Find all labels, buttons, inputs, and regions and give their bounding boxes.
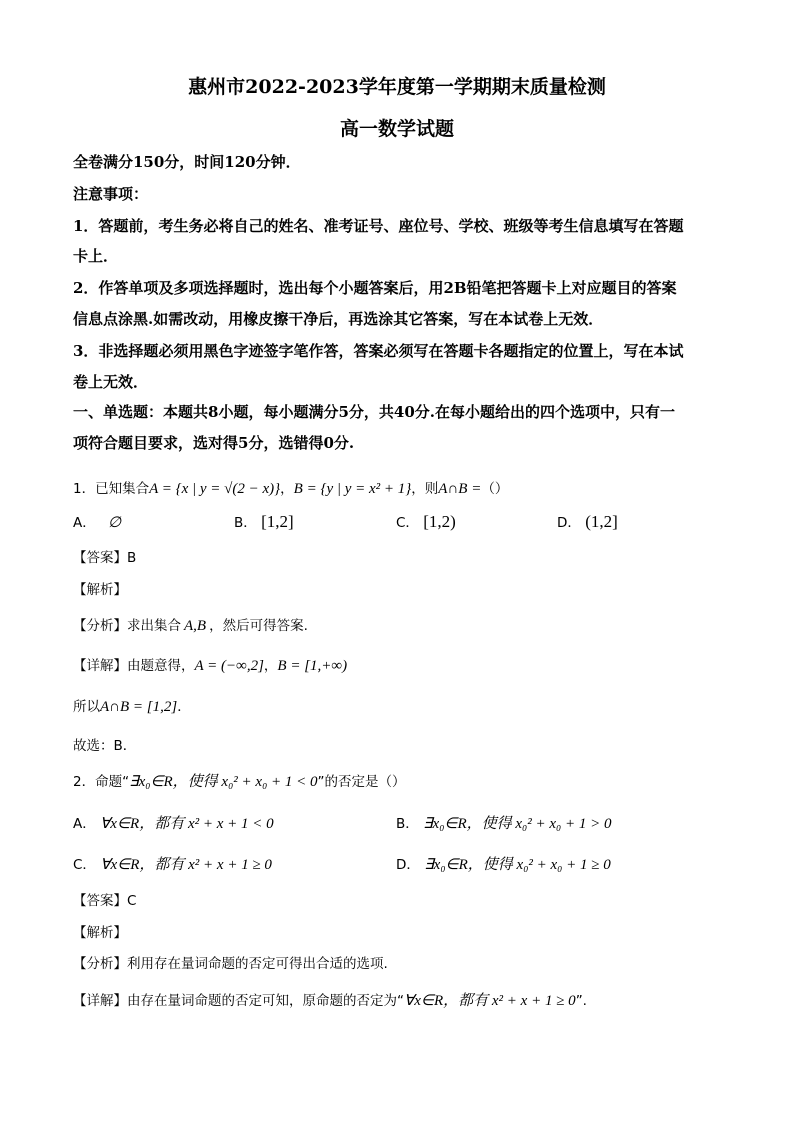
q1-option-d-value: (1,2]	[585, 512, 618, 531]
q1-fenxi	[73, 614, 308, 635]
note3-line1: 3．非选择题必须用黑色字迹签字笔作答，答案必须写在答题卡各题指定的位置上，写在本试	[73, 342, 684, 360]
note1-line2: 卡上．	[73, 247, 119, 265]
q2-answer-tag: 【答案】	[73, 893, 127, 909]
q1-option-d-label: D．	[557, 515, 581, 531]
q2-option-c-label: C．	[73, 857, 96, 873]
q1-so-expr: A∩B = [1,2]	[100, 699, 178, 715]
q1-stem-suffix: ，则	[411, 481, 439, 497]
q1-comma: ，	[280, 481, 294, 497]
q2-option-b-value: ∃x₀∈R，使得 x₀² + x₀ + 1 > 0	[423, 816, 612, 832]
q1-detail-comma: ，	[263, 658, 278, 674]
q2-option-b	[396, 812, 612, 833]
q1-option-a-label: A．	[73, 515, 96, 531]
q1-fenxi-tag: 【分析】	[73, 618, 127, 634]
q2-stem-prefix: 2．命题“	[73, 774, 130, 790]
q1-detail	[73, 654, 347, 675]
q1-detail-b: B = [1,+∞)	[277, 658, 348, 674]
q2-option-c-value: ∀x∈R，都有 x² + x + 1 ≥ 0	[100, 857, 272, 873]
q2-option-c	[73, 853, 272, 874]
q1-answer-tag: 【答案】	[73, 550, 127, 566]
q2-option-d-value: ∃x₀∈R，使得 x₀² + x₀ + 1 ≥ 0	[424, 857, 611, 873]
q1-conclusion	[73, 695, 191, 716]
q1-fenxi-sets: A,B	[184, 618, 207, 634]
q2-fenxi-text: 利用存在量词命题的否定可得出合适的选项.	[127, 956, 388, 972]
q2-option-d-label: D．	[396, 857, 420, 873]
q1-answer-value: B	[127, 550, 137, 566]
q1-choose: 故选：B．	[73, 738, 137, 754]
q2-fenxi	[73, 952, 388, 972]
notes-heading: 注意事项：	[73, 185, 149, 203]
q1-option-c-label: C．	[396, 515, 419, 531]
q1-paren: （）	[481, 481, 509, 497]
q2-detail-tag: 【详解】	[73, 993, 127, 1009]
q1-stem-prefix: 1．已知集合	[73, 481, 150, 497]
q2-option-a-label: A．	[73, 816, 96, 832]
q2-fenxi-tag: 【分析】	[73, 956, 127, 972]
q1-so-end: ．	[177, 699, 191, 715]
q2-answer-value: C	[127, 893, 137, 909]
q1-answer	[73, 546, 136, 566]
page-title: 惠州市2022-2023学年度第一学期期末质量检测	[188, 76, 606, 98]
q1-detail-a: A = (−∞,2]	[194, 658, 264, 674]
q1-set-b: B = {y | y = x² + 1}	[293, 481, 412, 497]
q2-detail-text: 由存在量词命题的否定可知，原命题的否定为“	[127, 993, 404, 1009]
q2-detail-expr: ∀x∈R，都有 x² + x + 1 ≥ 0	[404, 993, 576, 1009]
page-subtitle: 高一数学试题	[339, 118, 454, 140]
q1-option-a	[73, 511, 121, 532]
q1-option-c	[396, 511, 456, 532]
q1-option-c-value: [1,2)	[423, 512, 456, 531]
q2-option-d	[396, 853, 611, 874]
q2-detail-end: ”.	[575, 993, 587, 1009]
section1-line2: 项符合题目要求，选对得5分，选错得0分.	[73, 434, 355, 452]
question-2-stem	[73, 770, 406, 791]
q1-fenxi-text: 求出集合	[127, 618, 181, 634]
q2-option-b-label: B．	[396, 816, 419, 832]
note1-line1: 1．答题前，考生务必将自己的姓名、准考证号、座位号、学校、班级等考生信息填写在答题	[73, 217, 684, 235]
q2-stem-suffix: ”的否定是（）	[317, 774, 406, 790]
section1-line1: 一、单选题：本题共8小题，每小题满分5分，共40分.在每小题给出的四个选项中，只有一	[73, 403, 675, 421]
q1-intersection: A∩B =	[438, 481, 482, 497]
q2-stem-expr: ∃x₀∈R，使得 x₀² + x₀ + 1 < 0	[129, 774, 318, 790]
question-1-stem	[73, 477, 508, 498]
q1-option-b-value: [1,2]	[261, 512, 294, 531]
q1-detail-tag: 【详解】	[73, 658, 127, 674]
q1-fenxi-end: ，然后可得答案.	[209, 618, 308, 634]
q2-answer	[73, 889, 136, 909]
note2-line1: 2．作答单项及多项选择题时，选出每个小题答案后，用2B铅笔把答题卡上对应题目的答案	[73, 279, 677, 297]
q1-analysis-tag: 【解析】	[73, 582, 127, 598]
q2-detail	[73, 989, 587, 1010]
q1-option-b	[234, 511, 294, 532]
q1-option-d	[557, 511, 618, 532]
q1-set-a: A = {x | y = √(2 − x)}	[149, 481, 281, 497]
q1-option-b-label: B．	[234, 515, 257, 531]
q1-detail-text: 由题意得，	[127, 658, 195, 674]
q2-analysis-tag: 【解析】	[73, 925, 127, 941]
q1-option-a-value: ∅	[108, 515, 122, 531]
score-time-text: 全卷满分150分，时间120分钟．	[73, 153, 301, 171]
q2-option-a-value: ∀x∈R，都有 x² + x + 1 < 0	[100, 816, 274, 832]
q1-so-prefix: 所以	[73, 699, 100, 715]
q2-option-a	[73, 812, 274, 833]
note3-line2: 卷上无效．	[73, 373, 149, 391]
note2-line2: 信息点涂黑.如需改动，用橡皮擦干净后，再选涂其它答案，写在本试卷上无效．	[73, 310, 604, 328]
